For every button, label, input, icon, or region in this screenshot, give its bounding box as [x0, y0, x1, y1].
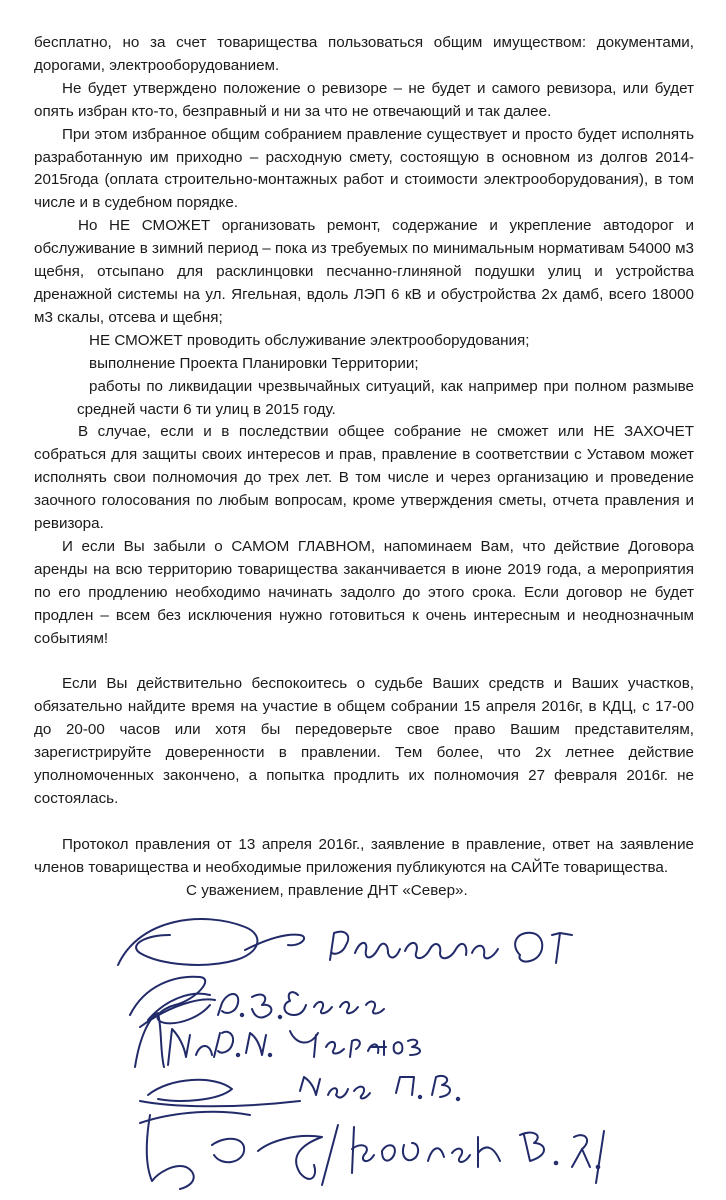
paragraph: И если Вы забыли о САМОМ ГЛАВНОМ, напоминаем Вам, что действие Договора аренды на всю территорию товарищества заканчивается в июне 2019 года, а мероприятия по его продлению необходимо начинать задолго до этого срока. Если договор не будет продлен – всем без исключения нужно готовиться к очень интересным и неоднозначным событиям!: [34, 537, 694, 647]
paragraph: В случае, если и в последствии общее собрание не сможет или НЕ ЗАХОЧЕТ собраться для защиты своих интересов и прав, правление в соответствии с Уставом может исполнять свои полномочия до трех лет. В том числе и через организацию и проведение заочного голосования по любым вопросам, кроме утверждения сметы, отчета правления и ревизора.: [34, 423, 694, 533]
signature-1: [118, 919, 572, 965]
list-item: работы по ликвидации чрезвычайных ситуаций, как например при полном размыве средней части 6 ти улиц в 2015 году.: [77, 377, 694, 418]
paragraph: При этом избранное общим собранием правление существует и просто будет исполнять разработанную им приходно – расходную смету, состоящую в основном из долгов 2014-2015года (оплата строительно-монтажных работ и стоимости электрооборудования), в том числе и в судебном порядке.: [34, 125, 694, 212]
letter-body: [34, 32, 694, 880]
list-item: выполнение Проекта Планировки Территории;: [89, 354, 419, 372]
signoff: С уважением, правление ДНТ «Север».: [186, 882, 468, 899]
paragraph: Не будет утверждено положение о ревизоре – не будет и самого ревизора, или будет опять избран кто-то, безправный и ни за что не отвечающий и так далее.: [34, 79, 694, 120]
paragraph: Если Вы действительно беспокоитесь о судьбе Ваших средств и Ваших участков, обязательно найдите время на участие в общем собрании 15 апреля 2016г, в КДЦ, с 17-00 до 20-00 часов или хотя бы передоверьте свое право Вашим представителям, зарегистрируйте доверенности в правлении. Тем более, что 2х летнее действие уполномоченных закончено, а попытка продлить их полномочия 27 февраля 2016г. не состоялась.: [34, 675, 694, 807]
signatures-block: [0, 905, 726, 1200]
signature-3: [135, 1013, 420, 1067]
paragraph: бесплатно, но за счет товарищества пользоваться общим имуществом: документами, дорогами, электрооборудованием.: [34, 34, 694, 74]
paragraph: Но НЕ СМОЖЕТ организовать ремонт, содержание и укрепление автодорог и обслуживание в зимний период – пока из требуемых по минимальным нормативам 54000 м3 щебня, отсыпано для расклинцовки песчанно-глиняной подушки улиц и устройства дренажной системы на ул. Ягельная, вдоль ЛЭП 6 кВ и обустройства 2х дамб, всего 18000 м3 скалы, отсева и щебня;: [34, 217, 694, 326]
signature-5: [140, 1112, 604, 1189]
signature-4: [140, 1076, 459, 1106]
signature-2: [130, 977, 384, 1027]
paragraph: Протокол правления от 13 апреля 2016г., заявление в правление, ответ на заявление членов товарищества и необходимые приложения публикуются на САЙТе товарищества.: [34, 835, 694, 876]
list-item: НЕ СМОЖЕТ проводить обслуживание электрооборудования;: [89, 331, 530, 349]
